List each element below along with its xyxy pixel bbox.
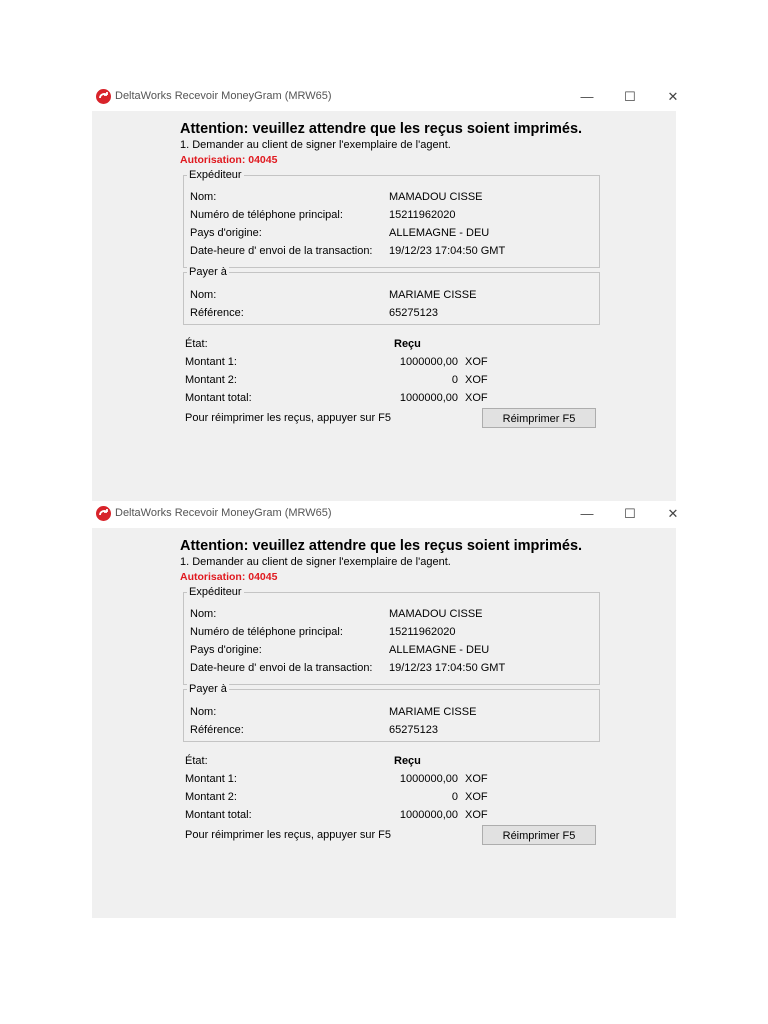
payee-group xyxy=(183,683,600,742)
total-label: Montant total: xyxy=(185,392,252,404)
sender-datetime-label: Date-heure d' envoi de la transaction: xyxy=(190,245,373,257)
sender-country-value: ALLEMAGNE - DEU xyxy=(389,227,490,239)
title-bar[interactable] xyxy=(92,84,679,111)
sender-datetime-value: 19/12/23 17:04:50 GMT xyxy=(389,245,506,257)
page-heading: Attention: veuillez attendre que les reçus soient imprimés. xyxy=(180,538,583,554)
sender-country-value: ALLEMAGNE - DEU xyxy=(389,644,490,656)
sender-legend: Expéditeur xyxy=(189,169,242,181)
amount1-value: 1000000,00 xyxy=(399,356,458,368)
sender-legend: Expéditeur xyxy=(189,586,242,598)
window-body xyxy=(92,528,676,918)
total-value: 1000000,00 xyxy=(399,809,458,821)
amount2-label: Montant 2: xyxy=(185,374,237,386)
instruction-text: 1. Demander au client de signer l'exemplaire de l'agent. xyxy=(180,139,451,151)
payee-name-value: MARIAME CISSE xyxy=(389,706,477,718)
sender-phone-value: 15211962020 xyxy=(389,209,456,221)
sender-name-value: MAMADOU CISSE xyxy=(389,608,483,620)
authorization-code: Autorisation: 04045 xyxy=(180,571,278,583)
sender-group xyxy=(183,169,600,268)
amount1-currency: XOF xyxy=(465,356,488,368)
reprint-instruction: Pour réimprimer les reçus, appuyer sur F5 xyxy=(185,829,392,841)
close-button[interactable]: ✕ xyxy=(667,89,679,104)
close-button[interactable]: ✕ xyxy=(667,506,679,521)
payee-name-label: Nom: xyxy=(190,706,217,718)
moneygram-window xyxy=(92,84,679,501)
payee-legend: Payer à xyxy=(189,266,227,278)
window-body xyxy=(92,111,676,501)
total-value: 1000000,00 xyxy=(399,392,458,404)
state-label: État: xyxy=(185,755,208,767)
payee-group xyxy=(183,266,600,325)
reprint-button[interactable]: Réimprimer F5 xyxy=(482,825,596,845)
amount2-label: Montant 2: xyxy=(185,791,237,803)
sender-group xyxy=(183,586,600,685)
sender-phone-value: 15211962020 xyxy=(389,626,456,638)
sender-name-value: MAMADOU CISSE xyxy=(389,191,483,203)
payee-name-label: Nom: xyxy=(190,289,217,301)
sender-phone-label: Numéro de téléphone principal: xyxy=(190,209,343,221)
minimize-button[interactable]: — xyxy=(580,89,594,104)
page-heading: Attention: veuillez attendre que les reçus soient imprimés. xyxy=(180,121,583,137)
sender-datetime-label: Date-heure d' envoi de la transaction: xyxy=(190,662,373,674)
payee-reference-label: Référence: xyxy=(190,307,244,319)
total-currency: XOF xyxy=(465,809,488,821)
sender-datetime-value: 19/12/23 17:04:50 GMT xyxy=(389,662,506,674)
payee-reference-value: 65275123 xyxy=(389,307,438,319)
sender-name-label: Nom: xyxy=(190,191,217,203)
title-bar[interactable] xyxy=(92,501,679,528)
state-value: Reçu xyxy=(394,338,421,350)
sender-country-label: Pays d'origine: xyxy=(190,644,262,656)
state-label: État: xyxy=(185,338,208,350)
amount1-value: 1000000,00 xyxy=(399,773,458,785)
amount1-currency: XOF xyxy=(465,773,488,785)
sender-phone-label: Numéro de téléphone principal: xyxy=(190,626,343,638)
amount2-value: 0 xyxy=(451,374,458,386)
total-currency: XOF xyxy=(465,392,488,404)
moneygram-window xyxy=(92,501,679,918)
authorization-code: Autorisation: 04045 xyxy=(180,154,278,166)
payee-name-value: MARIAME CISSE xyxy=(389,289,477,301)
moneygram-logo-icon xyxy=(96,89,111,104)
sender-name-label: Nom: xyxy=(190,608,217,620)
reprint-instruction: Pour réimprimer les reçus, appuyer sur F5 xyxy=(185,412,392,424)
payee-reference-value: 65275123 xyxy=(389,724,438,736)
amount2-currency: XOF xyxy=(465,374,488,386)
state-value: Reçu xyxy=(394,755,421,767)
window-title: DeltaWorks Recevoir MoneyGram (MRW65) xyxy=(115,507,332,519)
maximize-button[interactable]: ☐ xyxy=(624,506,636,521)
moneygram-logo-icon xyxy=(96,506,111,521)
reprint-button[interactable]: Réimprimer F5 xyxy=(482,408,596,428)
payee-reference-label: Référence: xyxy=(190,724,244,736)
maximize-button[interactable]: ☐ xyxy=(624,89,636,104)
instruction-text: 1. Demander au client de signer l'exemplaire de l'agent. xyxy=(180,556,451,568)
amount1-label: Montant 1: xyxy=(185,773,237,785)
sender-country-label: Pays d'origine: xyxy=(190,227,262,239)
amount2-currency: XOF xyxy=(465,791,488,803)
minimize-button[interactable]: — xyxy=(580,506,594,521)
amount1-label: Montant 1: xyxy=(185,356,237,368)
amount2-value: 0 xyxy=(451,791,458,803)
total-label: Montant total: xyxy=(185,809,252,821)
window-title: DeltaWorks Recevoir MoneyGram (MRW65) xyxy=(115,90,332,102)
payee-legend: Payer à xyxy=(189,683,227,695)
